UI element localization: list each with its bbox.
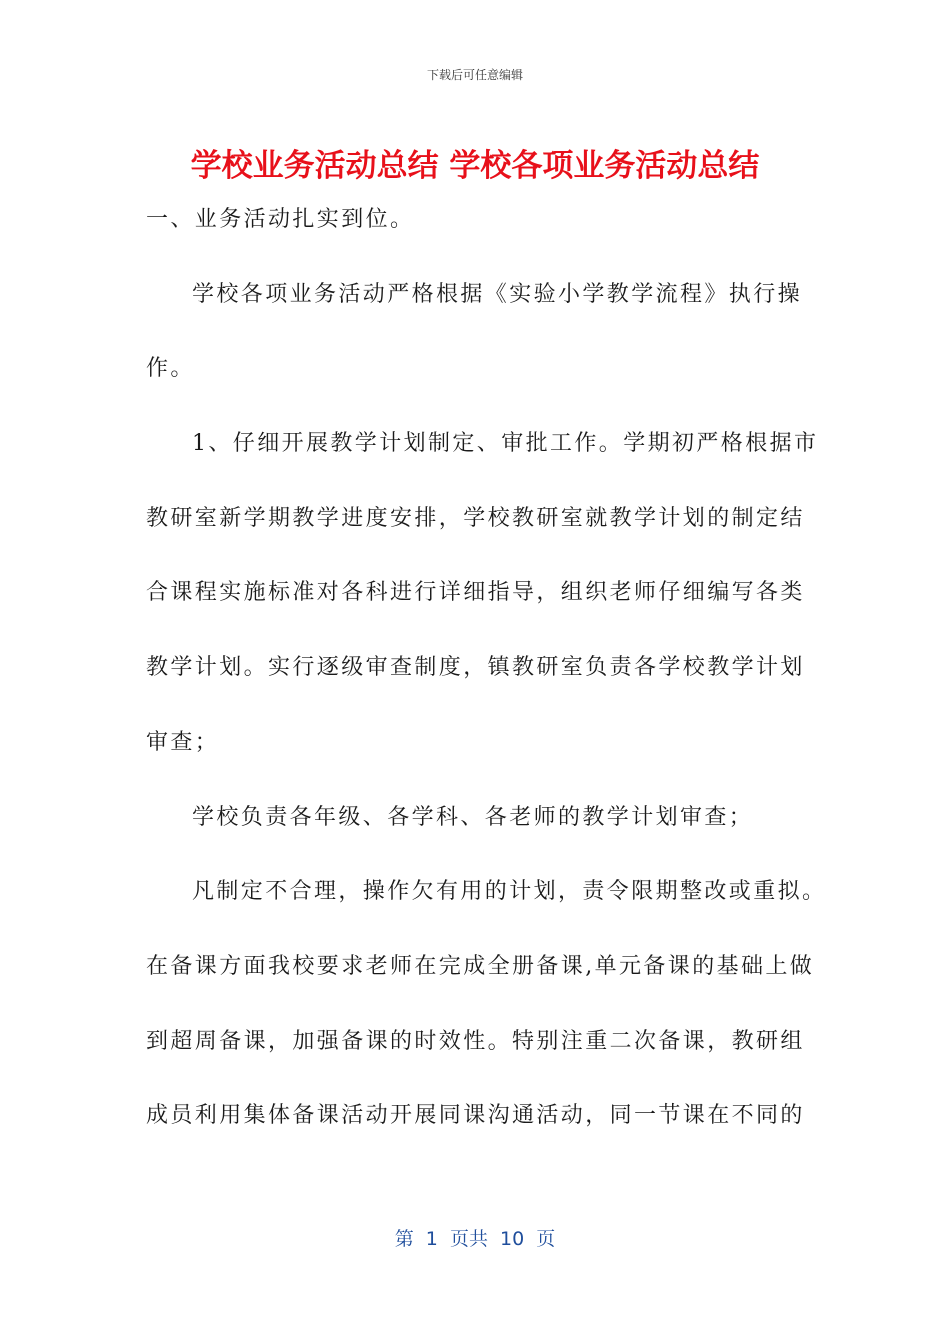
page-number-footer: 第 1 页共 10 页 — [394, 1228, 556, 1250]
document-title: 学校业务活动总结 学校各项业务活动总结 — [190, 148, 760, 184]
body-line: 教学计划。实行逐级审查制度，镇教研室负责各学校教学计划 — [146, 655, 805, 681]
body-line: 学校负责各年级、各学科、各老师的教学计划审查； — [192, 804, 754, 830]
document-body — [146, 200, 827, 1171]
body-line: 1、仔细开展教学计划制定、审批工作。学期初严格根据市 — [192, 431, 819, 457]
body-line: 在备课方面我校要求老师在完成全册备课,单元备课的基础上做 — [146, 953, 815, 979]
body-line: 一、业务活动扎实到位。 — [146, 207, 415, 232]
body-line: 审查； — [146, 729, 220, 755]
body-line: 合课程实施标准对各科进行详细指导，组织老师仔细编写各类 — [146, 580, 805, 606]
body-line: 凡制定不合理，操作欠有用的计划，责令限期整改或重拟。 — [192, 879, 827, 905]
body-line: 成员利用集体备课活动开展同课沟通活动，同一节课在不同的 — [146, 1103, 805, 1129]
body-line: 学校各项业务活动严格根据《实验小学教学流程》执行操 — [192, 281, 803, 307]
body-line: 到超周备课，加强备课的时效性。特别注重二次备课，教研组 — [146, 1028, 805, 1054]
body-line: 教研室新学期教学进度安排，学校教研室就教学计划的制定结 — [146, 505, 805, 531]
body-line: 作。 — [146, 356, 195, 382]
header-note: 下载后可任意编辑 — [426, 68, 523, 82]
